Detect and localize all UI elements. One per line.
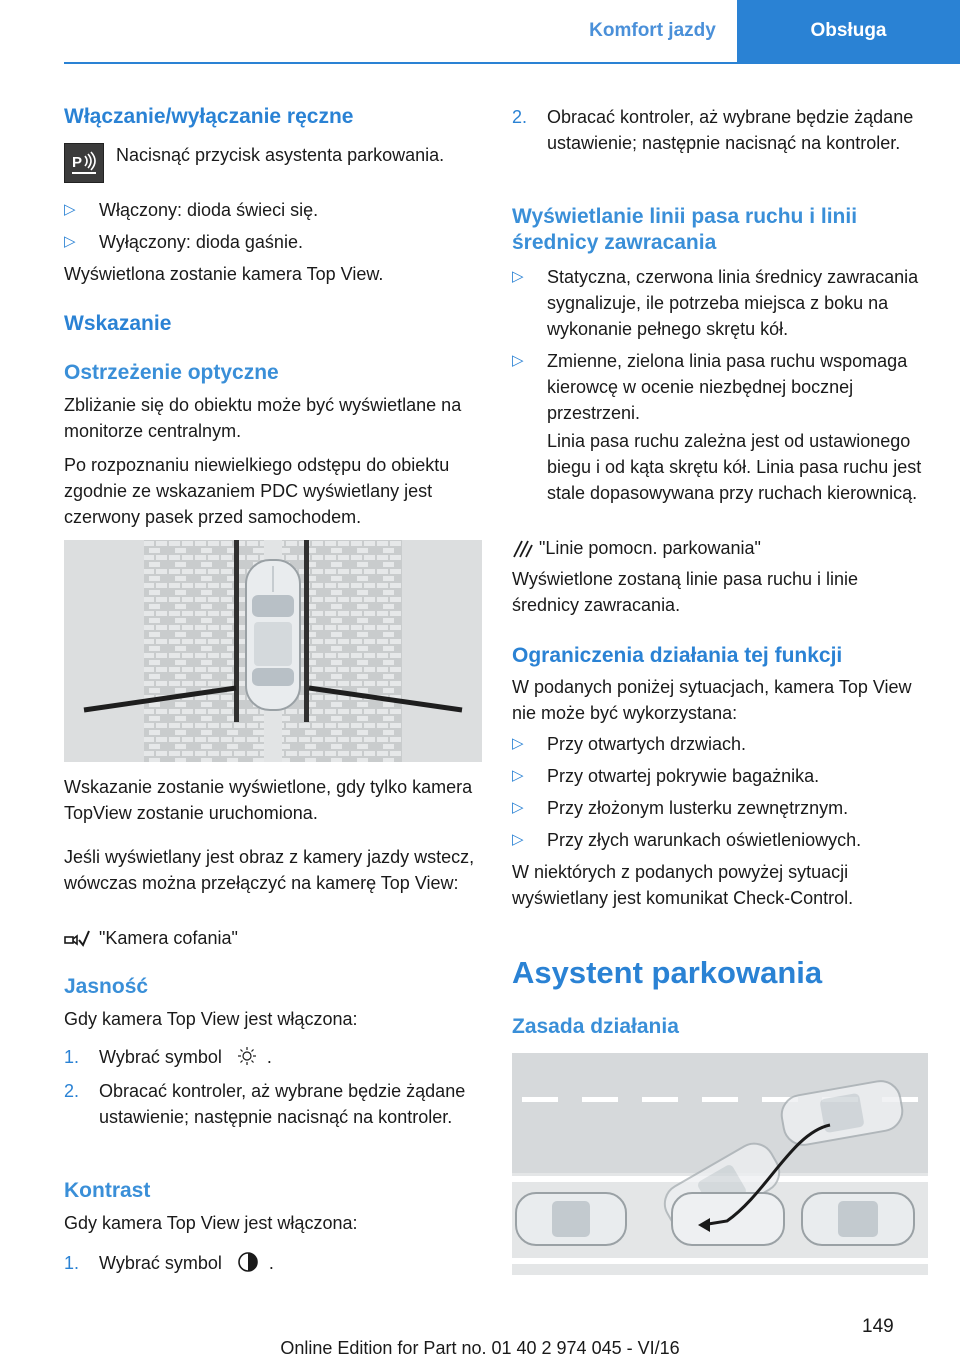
list-item: 1. Wybrać symbol . xyxy=(64,1253,274,1273)
heading-brightness: Jasność xyxy=(64,975,149,998)
paragraph: Po rozpoznaniu niewielkiego odstępu do obiektu zgodnie ze wskazaniem PDC wyświetlany jest czerwony pasek przed samochodem. xyxy=(64,455,450,527)
triangle-right-icon: ▷ xyxy=(512,352,524,369)
triangle-right-icon: ▷ xyxy=(512,735,524,752)
list-item: ▷ Wyłączony: dioda gaśnie. xyxy=(64,229,482,255)
heading-park-assistant: Asystent parkowania xyxy=(512,955,823,990)
triangle-right-icon: ▷ xyxy=(512,268,524,285)
list-item: 2. Obracać kontroler, aż wybrane będzie żądane ustawienie; następnie nacisnąć na kontroler. xyxy=(64,1081,466,1127)
menu-rear-camera xyxy=(64,925,482,951)
paragraph: Wyświetlone zostaną linie pasa ruchu i linie średnicy zawracania. xyxy=(512,569,859,615)
rear-camera-icon xyxy=(64,928,90,948)
press-button-text: Nacisnąć przycisk asystenta parkowania. xyxy=(116,145,445,165)
top-view-figure xyxy=(64,540,482,762)
park-assist-button-icon xyxy=(64,143,104,183)
parking-lines-icon xyxy=(512,537,534,559)
brightness-icon xyxy=(237,1046,257,1066)
park-assist-figure xyxy=(512,1053,928,1275)
menu-parking-lines xyxy=(512,535,928,561)
triangle-right-icon: ▷ xyxy=(512,831,524,848)
heading-lane-lines: Wyświetlanie linii pasa ruchu i linii średnicy zawracania xyxy=(512,205,858,254)
menu-parking-lines-label: "Linie pomocn. parkowania" xyxy=(539,538,761,558)
park-assist-illustration xyxy=(512,1053,928,1275)
heading-visual-warning: Ostrzeżenie optyczne xyxy=(64,361,279,384)
park-assist-glyph xyxy=(69,148,99,178)
list-item: ▷ Statyczna, czerwona linia średnicy zawracania sygnalizuje, ile potrzeba miejsca z boku na wykonanie pełnego skrętu kół. xyxy=(512,264,928,342)
list-item: ▷ Włączony: dioda świeci się. xyxy=(64,197,482,223)
list-item: ▷ Zmienne, zielona linia pasa ruchu wspomaga kierowcę w ocenie niezbędnej bocznej przestrzeni. xyxy=(512,348,928,426)
page-number: 149 xyxy=(862,1316,894,1337)
header-rule xyxy=(64,62,960,64)
heading-principle: Zasada działania xyxy=(512,1015,679,1038)
footer-edition: Online Edition for Part no. 01 40 2 974 045 - VI/16 xyxy=(280,1338,680,1358)
paragraph: Wyświetlona zostanie kamera Top View. xyxy=(64,264,384,284)
paragraph: Wskazanie zostanie wyświetlone, gdy tylko kamera TopView zostanie uruchomiona. xyxy=(64,777,473,823)
heading-manual-toggle: Włączanie/wyłączanie ręczne xyxy=(64,105,354,128)
triangle-right-icon: ▷ xyxy=(512,799,524,816)
list-item: 2. Obracać kontroler, aż wybrane będzie żądane ustawienie; następnie nacisnąć na kontroler. xyxy=(512,107,914,153)
paragraph: Linia pasa ruchu zależna jest od ustawionego biegu i od kąta skrętu kół. Linia pasa ruchu jest stale dopasowywana przy ruchach kierownicą. xyxy=(547,431,922,503)
heading-indication: Wskazanie xyxy=(64,312,172,335)
paragraph: Zbliżanie się do obiektu może być wyświetlane na monitorze centralnym. xyxy=(64,395,462,441)
list-item: ▷ Przy złych warunkach oświetleniowych. xyxy=(512,827,928,853)
svg-text:P: P xyxy=(72,154,83,171)
heading-contrast: Kontrast xyxy=(64,1179,151,1202)
paragraph: Gdy kamera Top View jest włączona: xyxy=(64,1009,358,1029)
triangle-right-icon: ▷ xyxy=(512,767,524,784)
header-chapter-tab: Obsługa xyxy=(737,0,960,62)
triangle-right-icon: ▷ xyxy=(64,201,76,218)
paragraph: W niektórych z podanych powyżej sytuacji wyświetlany jest komunikat Check-Control. xyxy=(512,862,854,908)
list-item: ▷ Przy otwartych drzwiach. xyxy=(512,731,928,757)
list-item: ▷ Przy złożonym lusterku zewnętrznym. xyxy=(512,795,928,821)
menu-rear-camera-label: "Kamera cofania" xyxy=(99,928,238,948)
paragraph: Gdy kamera Top View jest włączona: xyxy=(64,1213,358,1233)
list-item: 1. Wybrać symbol . xyxy=(64,1047,272,1067)
header-section-tab: Komfort jazdy xyxy=(570,0,735,62)
triangle-right-icon: ▷ xyxy=(64,233,76,250)
heading-limits: Ograniczenia działania tej funkcji xyxy=(512,644,843,667)
paragraph: Jeśli wyświetlany jest obraz z kamery jazdy wstecz, wówczas można przełączyć na kamerę Top View: xyxy=(64,847,475,893)
paragraph: W podanych poniżej sytuacjach, kamera Top View nie może być wykorzystana: xyxy=(512,677,912,723)
list-item: ▷ Przy otwartej pokrywie bagażnika. xyxy=(512,763,928,789)
top-view-illustration xyxy=(64,540,482,762)
contrast-icon xyxy=(237,1251,259,1273)
